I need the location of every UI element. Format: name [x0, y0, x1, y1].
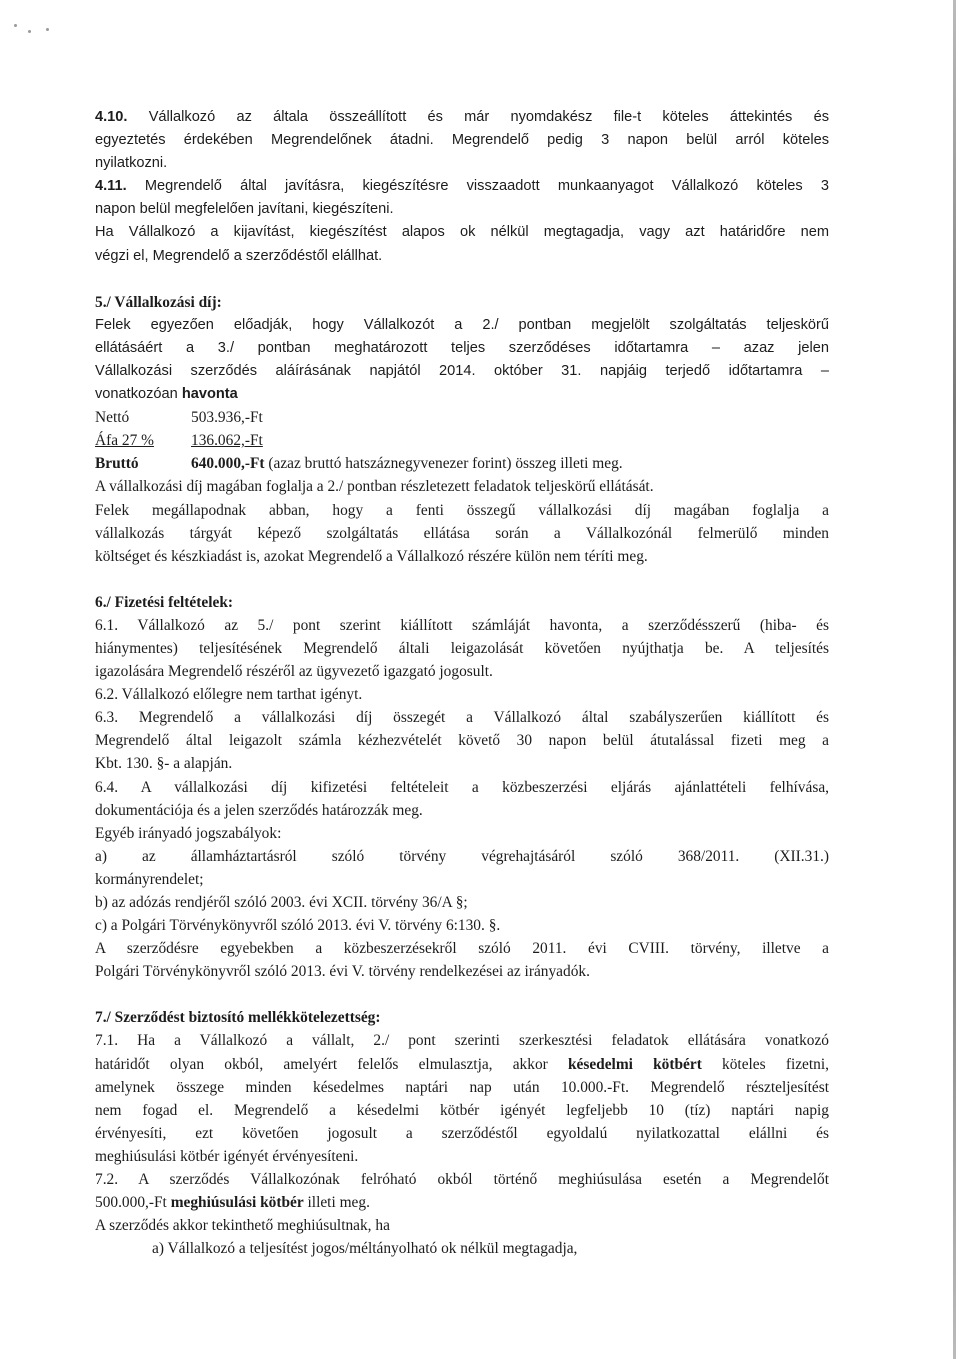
section-6-line: hiánymentes) teljesítésének Megrendelő általi leigazolását követően nyújthatja be. A teljesítés	[95, 639, 829, 657]
scan-speck	[46, 28, 49, 31]
section-number: 4.11.	[95, 178, 127, 195]
section-6-line: A szerződésre egyebekben a közbeszerzésekről szóló 2011. évi CVIII. törvény, illetve a	[95, 940, 829, 958]
section-6-line: 6.4. A vállalkozási díj kifizetési feltételeit a közbeszerzési eljárás ajánlattételi felhívása,	[95, 778, 829, 796]
paragraph-text: Vállalkozó az általa összeállított és már nyomdakész file-t köteles áttekintés és	[148, 109, 829, 125]
section-7-line: amelynek összege minden késedelmes naptári nap után 10.000.-Ft. Megrendelő részteljesítést	[95, 1078, 829, 1096]
section-7-line: 7.2. A szerződés Vállalkozónak felróható okból történő meghiúsulása esetén a Megrendelőt	[95, 1171, 829, 1189]
paragraph-text: 500.000,-Ft	[95, 1194, 171, 1212]
section-7-list-item: a) Vállalkozó a teljesítést jogos/méltányolható ok nélkül megtagadja,	[152, 1240, 578, 1258]
section-7-line: A szerződés akkor tekinthető meghiúsultnak, ha	[95, 1217, 390, 1235]
paragraph-text: illeti meg.	[303, 1194, 370, 1212]
section-6-line: 6.1. Vállalkozó az 5./ pont szerint kiállított számláját havonta, a szerződésszerű (hiba- és	[95, 616, 829, 634]
section-7-line: 7.1. Ha a Vállalkozó a vállalt, 2./ pont szerinti szerkesztési feladatok ellátására vonatkozó	[95, 1032, 829, 1050]
section-5-line: Felek egyezően előadják, hogy Vállalkozót a 2./ pontban megjelölt szolgáltatás teljeskörű	[95, 316, 829, 333]
brutto-row	[95, 452, 829, 475]
section-4-11-line: végzi el, Megrendelő a szerződéstől elállhat.	[95, 247, 383, 264]
section-4-10-line	[95, 106, 829, 129]
section-6-line: Polgári Törvénykönyvről szóló 2013. évi V. törvény rendelkezései az irányadók.	[95, 963, 590, 981]
section-6-line: c) a Polgári Törvénykönyvről szóló 2013. évi V. törvény 6:130. §.	[95, 917, 501, 935]
section-7-line	[95, 1191, 829, 1214]
section-5-line	[95, 383, 829, 406]
section-6-line: a) az államháztartásról szóló törvény végrehajtásáról szóló 368/2011. (XII.31.)	[95, 847, 829, 865]
section-5-line: vállalkozás tárgyát képező szolgáltatás ellátása során a Vállalkozónál felmerülő minden	[95, 524, 829, 542]
netto-row	[95, 406, 829, 429]
section-6-title: 6./ Fizetési feltételek:	[95, 593, 234, 611]
paragraph-text: Megrendelő által javításra, kiegészítésre visszaadott munkaanyagot Vállalkozó köteles 3	[144, 178, 829, 195]
section-6-line: igazolására Megrendelő részéről az ügyvezető igazgató jogosult.	[95, 663, 493, 681]
section-4-10-line: nyilatkozni.	[95, 155, 168, 172]
scan-speck	[28, 30, 31, 33]
netto-value: 503.936,-Ft	[191, 409, 263, 427]
section-6-line: kormányrendelet;	[95, 870, 204, 888]
afa-value: 136.062,-Ft	[191, 432, 263, 450]
scan-speck	[14, 24, 17, 27]
emphasis-text: késedelmi kötbért	[567, 1055, 702, 1073]
paragraph-text: vonatkozóan	[95, 386, 182, 403]
brutto-label: Bruttó	[95, 455, 139, 473]
section-7-line: meghiúsulási kötbér igényét érvényesíteni.	[95, 1147, 359, 1165]
contract-page	[95, 106, 829, 1260]
section-number: 4.10.	[95, 109, 128, 125]
afa-label: Áfa 27 %	[95, 432, 154, 450]
section-5-line: A vállalkozási díj magában foglalja a 2./ pontban részletezett feladatok teljeskörű ellátását.	[95, 478, 654, 496]
brutto-text	[191, 452, 623, 475]
section-6-line: dokumentációja és a jelen szerződés határozzák meg.	[95, 801, 423, 819]
section-5-title: 5./ Vállalkozási díj:	[95, 293, 222, 311]
section-6-line: 6.2. Vállalkozó előlegre nem tarthat igényt.	[95, 686, 363, 704]
section-5-line: Vállalkozási szerződés aláírásának napjától 2014. október 31. napjáig terjedő időtartamra –	[95, 362, 829, 379]
section-7-title: 7./ Szerződést biztosító mellékkötelezettség:	[95, 1009, 381, 1027]
section-4-11-line: Ha Vállalkozó a kijavítást, kiegészítést alapos ok nélkül megtagadja, vagy azt határidőre nem	[95, 224, 829, 241]
netto-label: Nettó	[95, 409, 130, 427]
section-5-line: ellátásáért a 3./ pontban meghatározott teljes szerződéses időtartamra – azaz jelen	[95, 339, 829, 356]
afa-row	[95, 429, 829, 452]
section-6-line: Kbt. 130. §- a alapján.	[95, 755, 233, 773]
emphasis-text: meghiúsulási kötbér	[170, 1194, 304, 1212]
section-7-line: nem fogad el. Megrendelő a késedelmi kötbér igényét legfeljebb 10 (tíz) naptári napig	[95, 1101, 829, 1119]
section-6-line: Egyéb irányadó jogszabályok:	[95, 824, 282, 842]
section-4-10-line: egyeztetés érdekében Megrendelőnek átadni. Megrendelő pedig 3 napon belül arról köteles	[95, 132, 829, 149]
scan-specks	[6, 14, 66, 38]
section-4-11-line	[95, 175, 829, 198]
section-4-11-line: napon belül megfelelően javítani, kiegészíteni.	[95, 201, 394, 218]
section-6-line: 6.3. Megrendelő a vállalkozási díj összegét a Vállalkozó által szabályszerűen kiállított és	[95, 709, 829, 727]
paragraph-text: (azaz bruttó hatszáznegyvenezer forint) összeg illeti meg.	[264, 455, 623, 473]
section-7-line	[95, 1053, 829, 1076]
section-5-line: Felek megállapodnak abban, hogy a fenti összegű vállalkozási díj magában foglalja a	[95, 501, 829, 519]
paragraph-text: határidőt olyan okból, amelyért felelős elmulasztja, akkor	[95, 1055, 568, 1073]
scan-edge-line	[953, 0, 956, 1359]
section-6-line: b) az adózás rendjéről szóló 2003. évi XCII. törvény 36/A §;	[95, 894, 468, 911]
section-6-line: Megrendelő által leigazolt számla kézhezvételét követő 30 napon belül átutalással fizeti meg a	[95, 732, 829, 750]
brutto-value: 640.000,-Ft	[191, 455, 265, 473]
paragraph-text: köteles fizetni,	[701, 1055, 829, 1073]
section-7-line: érvényesíti, ezt követően jogosult a szerződéstől egyoldalú nyilatkozattal elállni és	[95, 1124, 829, 1142]
emphasis-text: havonta	[181, 386, 238, 403]
section-5-line: költséget és készkiadást is, azokat Megrendelő a Vállalkozó részére külön nem téríti meg.	[95, 547, 648, 565]
